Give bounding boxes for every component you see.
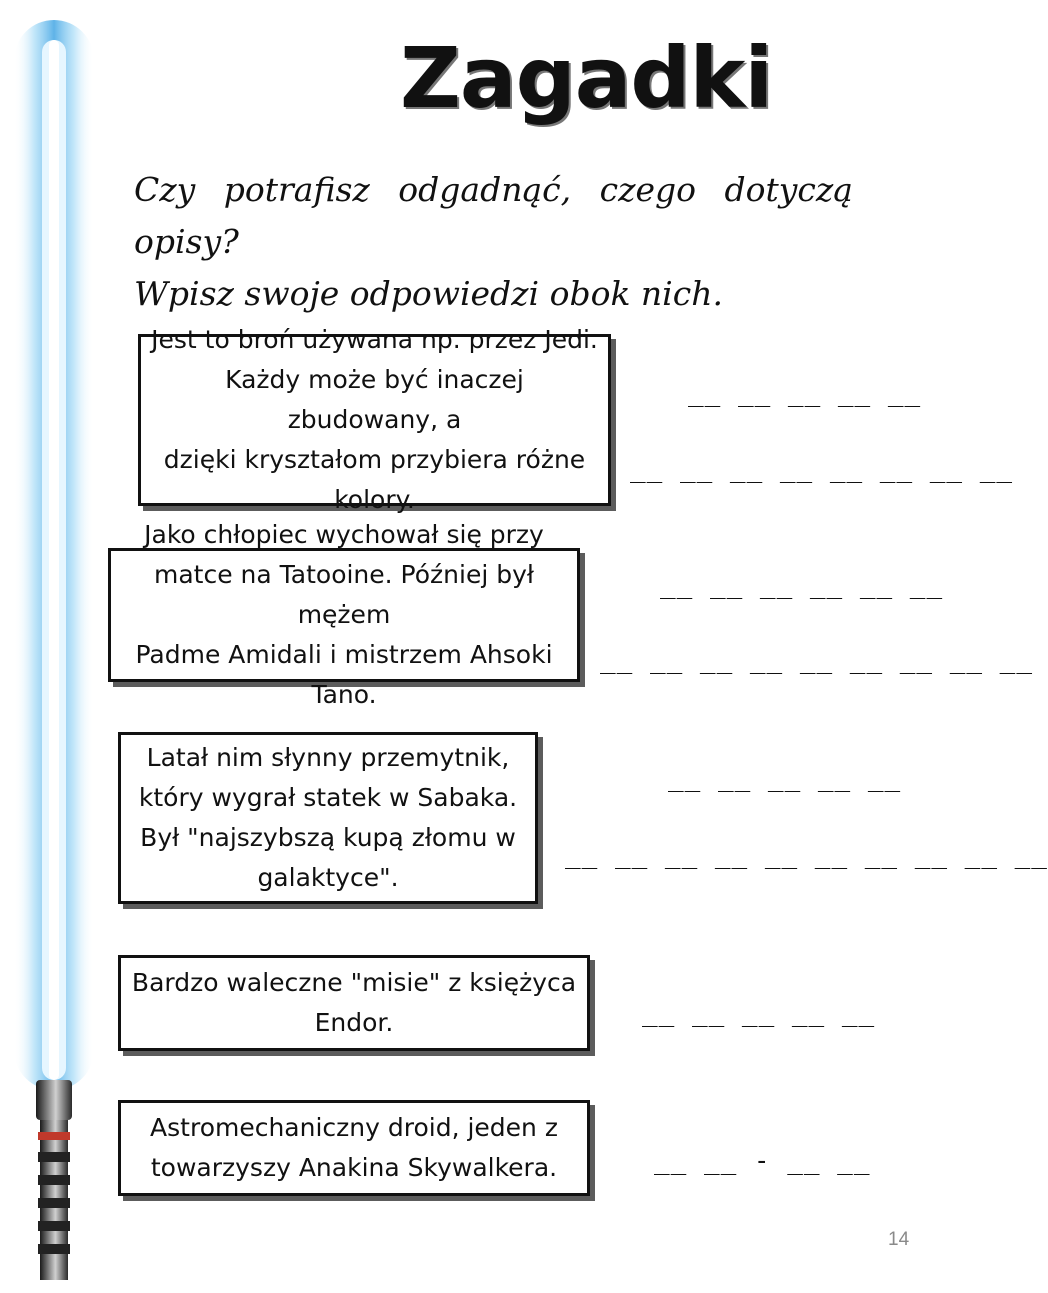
riddle-text-line: Bardzo waleczne "misie" z księżyca [131, 968, 577, 997]
riddle-box-r2d2 [118, 1100, 590, 1196]
saber-hilt [36, 1080, 72, 1280]
instructions-line-1: Czy potrafisz odgadnąć, czego dotyczą opisy? [134, 170, 853, 261]
answer-blank[interactable]: __ __ __ __ __ __ [660, 570, 944, 600]
answer-blank[interactable]: __ __ __ __ __ [668, 763, 902, 793]
riddle-text-line: dzięki kryształom przybiera różne [163, 445, 586, 474]
answer-blank[interactable]: __ __ __ __ __ __ __ __ __ [600, 645, 1033, 675]
riddle-text-line: galaktyce". [257, 863, 399, 892]
riddle-text-line: Każdy może być inaczej zbudowany, a [225, 365, 524, 434]
answer-blank[interactable]: __ __ - __ __ [654, 1146, 871, 1176]
riddle-text-line: Był "najszybszą kupą złomu w [140, 823, 516, 852]
instructions-line-2: Wpisz swoje odpowiedzi obok nich. [134, 274, 723, 313]
riddle-text-line: Jest to broń używana np. przez Jedi. [151, 325, 598, 354]
answer-blank[interactable]: __ __ __ __ __ [642, 998, 876, 1028]
answer-blank[interactable]: __ __ __ __ __ __ __ __ [630, 454, 1014, 484]
answer-blank[interactable]: __ __ __ __ __ __ __ __ __ __ [565, 840, 1048, 870]
instructions [134, 164, 946, 320]
page-title: Zagadki [400, 29, 773, 127]
riddle-text-line: towarzyszy Anakina Skywalkera. [150, 1153, 558, 1182]
riddle-text-line: Astromechaniczny droid, jeden z [150, 1113, 558, 1142]
riddle-box-anakin [108, 520, 580, 709]
answer-blank[interactable]: __ __ __ __ __ [688, 378, 922, 408]
lightsaber-illustration [0, 0, 110, 1293]
riddle-text-line: matce na Tatooine. Później był mężem [153, 560, 534, 629]
riddle-box-ewoks [118, 955, 590, 1051]
riddle-text-line: Latał nim słynny przemytnik, [146, 743, 510, 772]
page-number: 14 [888, 1229, 910, 1250]
riddle-text-line: Padme Amidali i mistrzem Ahsoki Tano. [135, 640, 553, 709]
riddle-text-line: kolory. [334, 485, 415, 514]
riddle-text-line: Jako chłopiec wychował się przy [144, 520, 544, 549]
riddle-text-line: który wygrał statek w Sabaka. [138, 783, 518, 812]
riddle-text-line: Endor. [314, 1008, 394, 1037]
riddle-box-millennium-falcon [118, 732, 538, 904]
riddle-box-lightsaber [138, 325, 611, 514]
